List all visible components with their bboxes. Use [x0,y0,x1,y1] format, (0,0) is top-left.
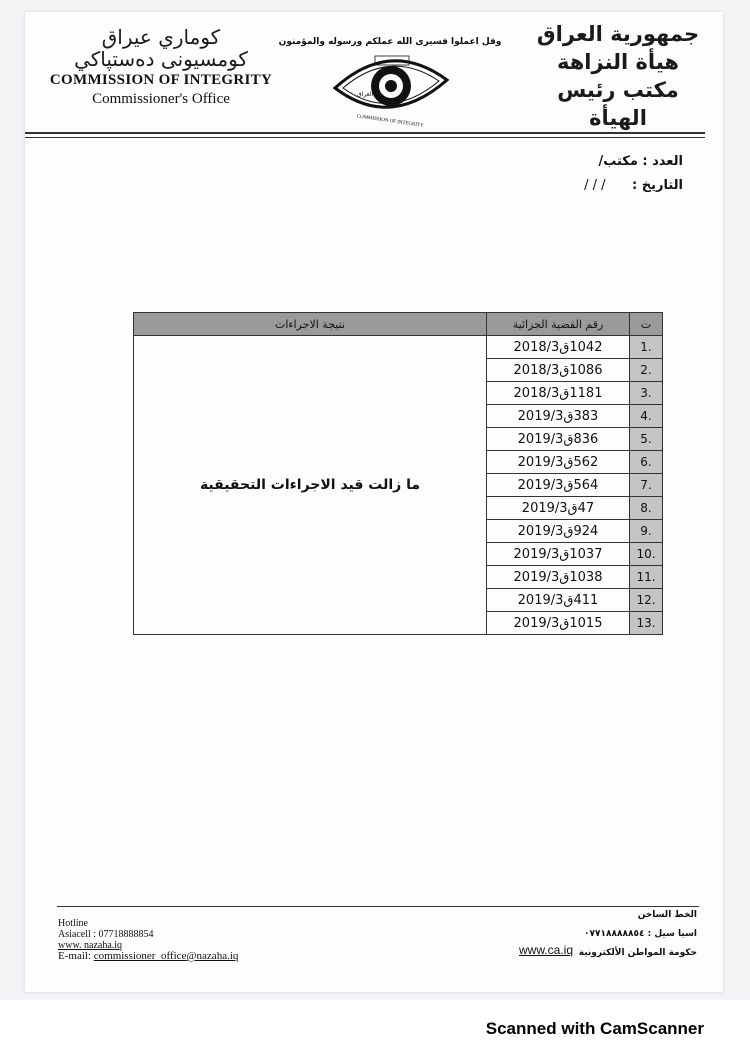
e-government-ar: حكومة المواطن الألكترونية [578,948,697,958]
date-slashes: / / / [584,178,606,193]
row-num: .1 [630,336,663,359]
header-right-block [533,20,703,132]
case-number: 1181ق2018/3 [487,382,630,405]
case-number: 411ق2019/3 [487,589,630,612]
email-label: E-mail: [58,950,91,962]
result-cell: ما زالت قيد الاجراءات التحقيقية [134,336,487,635]
case-number: 1015ق2019/3 [487,612,630,635]
header-rule-thick [25,132,705,134]
integrity-commission: هيأة النزاهة [557,50,679,74]
ca-website-link[interactable]: www.ca.iq [519,943,574,957]
camscanner-watermark: Scanned with CamScanner [485,1019,704,1038]
case-number: 562ق2019/3 [487,451,630,474]
logo-ring-text: COMMISSION OF INTEGRITY [356,114,424,129]
asiacell-number: Asiacell : 07718888854 [58,929,154,940]
case-number: 924ق2019/3 [487,520,630,543]
row-num: .9 [630,520,663,543]
logo-inner-text: العراق [357,91,374,98]
document-page [25,12,723,992]
footer-left [58,918,238,962]
case-number: 1042ق2018/3 [487,336,630,359]
case-number: 1037ق2019/3 [487,543,630,566]
row-num: .13 [630,612,663,635]
row-num: .2 [630,359,663,382]
commission-title: COMMISSION OF INTEGRITY [49,72,273,88]
header-rule-thin [25,137,705,138]
cases-table [133,312,663,635]
header-case-number: رقم القضية الجزائية [487,313,630,336]
table-row [134,336,663,359]
row-num: .5 [630,428,663,451]
email-link[interactable]: commissioner_office@nazaha.iq [93,950,239,962]
website-link[interactable]: www. nazaha.iq [58,940,123,951]
case-number: 564ق2019/3 [487,474,630,497]
reference-date [584,174,683,198]
date-label: التاريخ : [632,178,683,193]
row-num: .4 [630,405,663,428]
logo-motto: وقل اعملوا فسيرى الله عملكم ورسوله والمؤمنون [278,37,502,47]
office-title: Commissioner's Office [92,91,230,107]
row-num: .11 [630,566,663,589]
commission-seal-logo [278,18,502,136]
case-number: 1086ق2018/3 [487,359,630,382]
reference-number: العدد : مكتب/ [598,154,683,169]
hotline-ar: الخط الساخن [637,910,697,920]
asiacell-ar: اسيا سيل : ٠٧٧١٨٨٨٨٨٥٤ [584,929,697,939]
kurdish-line-2: كومسيونى دەستپاكي [74,47,248,71]
row-num: .6 [630,451,663,474]
row-num: .12 [630,589,663,612]
commissioner-office-ar: مكتب رئيس الهيأة [557,78,679,130]
case-number: 383ق2019/3 [487,405,630,428]
table-header-row [134,313,663,336]
row-num: .8 [630,497,663,520]
header-result: نتيجة الاجراءات [134,313,487,336]
case-number: 836ق2019/3 [487,428,630,451]
header-left-block [41,26,281,108]
row-num: .10 [630,543,663,566]
case-number: 1038ق2019/3 [487,566,630,589]
footer-right [579,906,697,963]
email-line [58,951,238,962]
row-num: .3 [630,382,663,405]
kurdish-line-1: كوماري عيراق [101,25,221,49]
case-number: 47ق2019/3 [487,497,630,520]
row-num: .7 [630,474,663,497]
hotline-label: Hotline [58,918,88,929]
republic-of-iraq: جمهورية العراق [536,22,700,46]
reference-block [584,150,683,198]
header-num: ت [630,313,663,336]
